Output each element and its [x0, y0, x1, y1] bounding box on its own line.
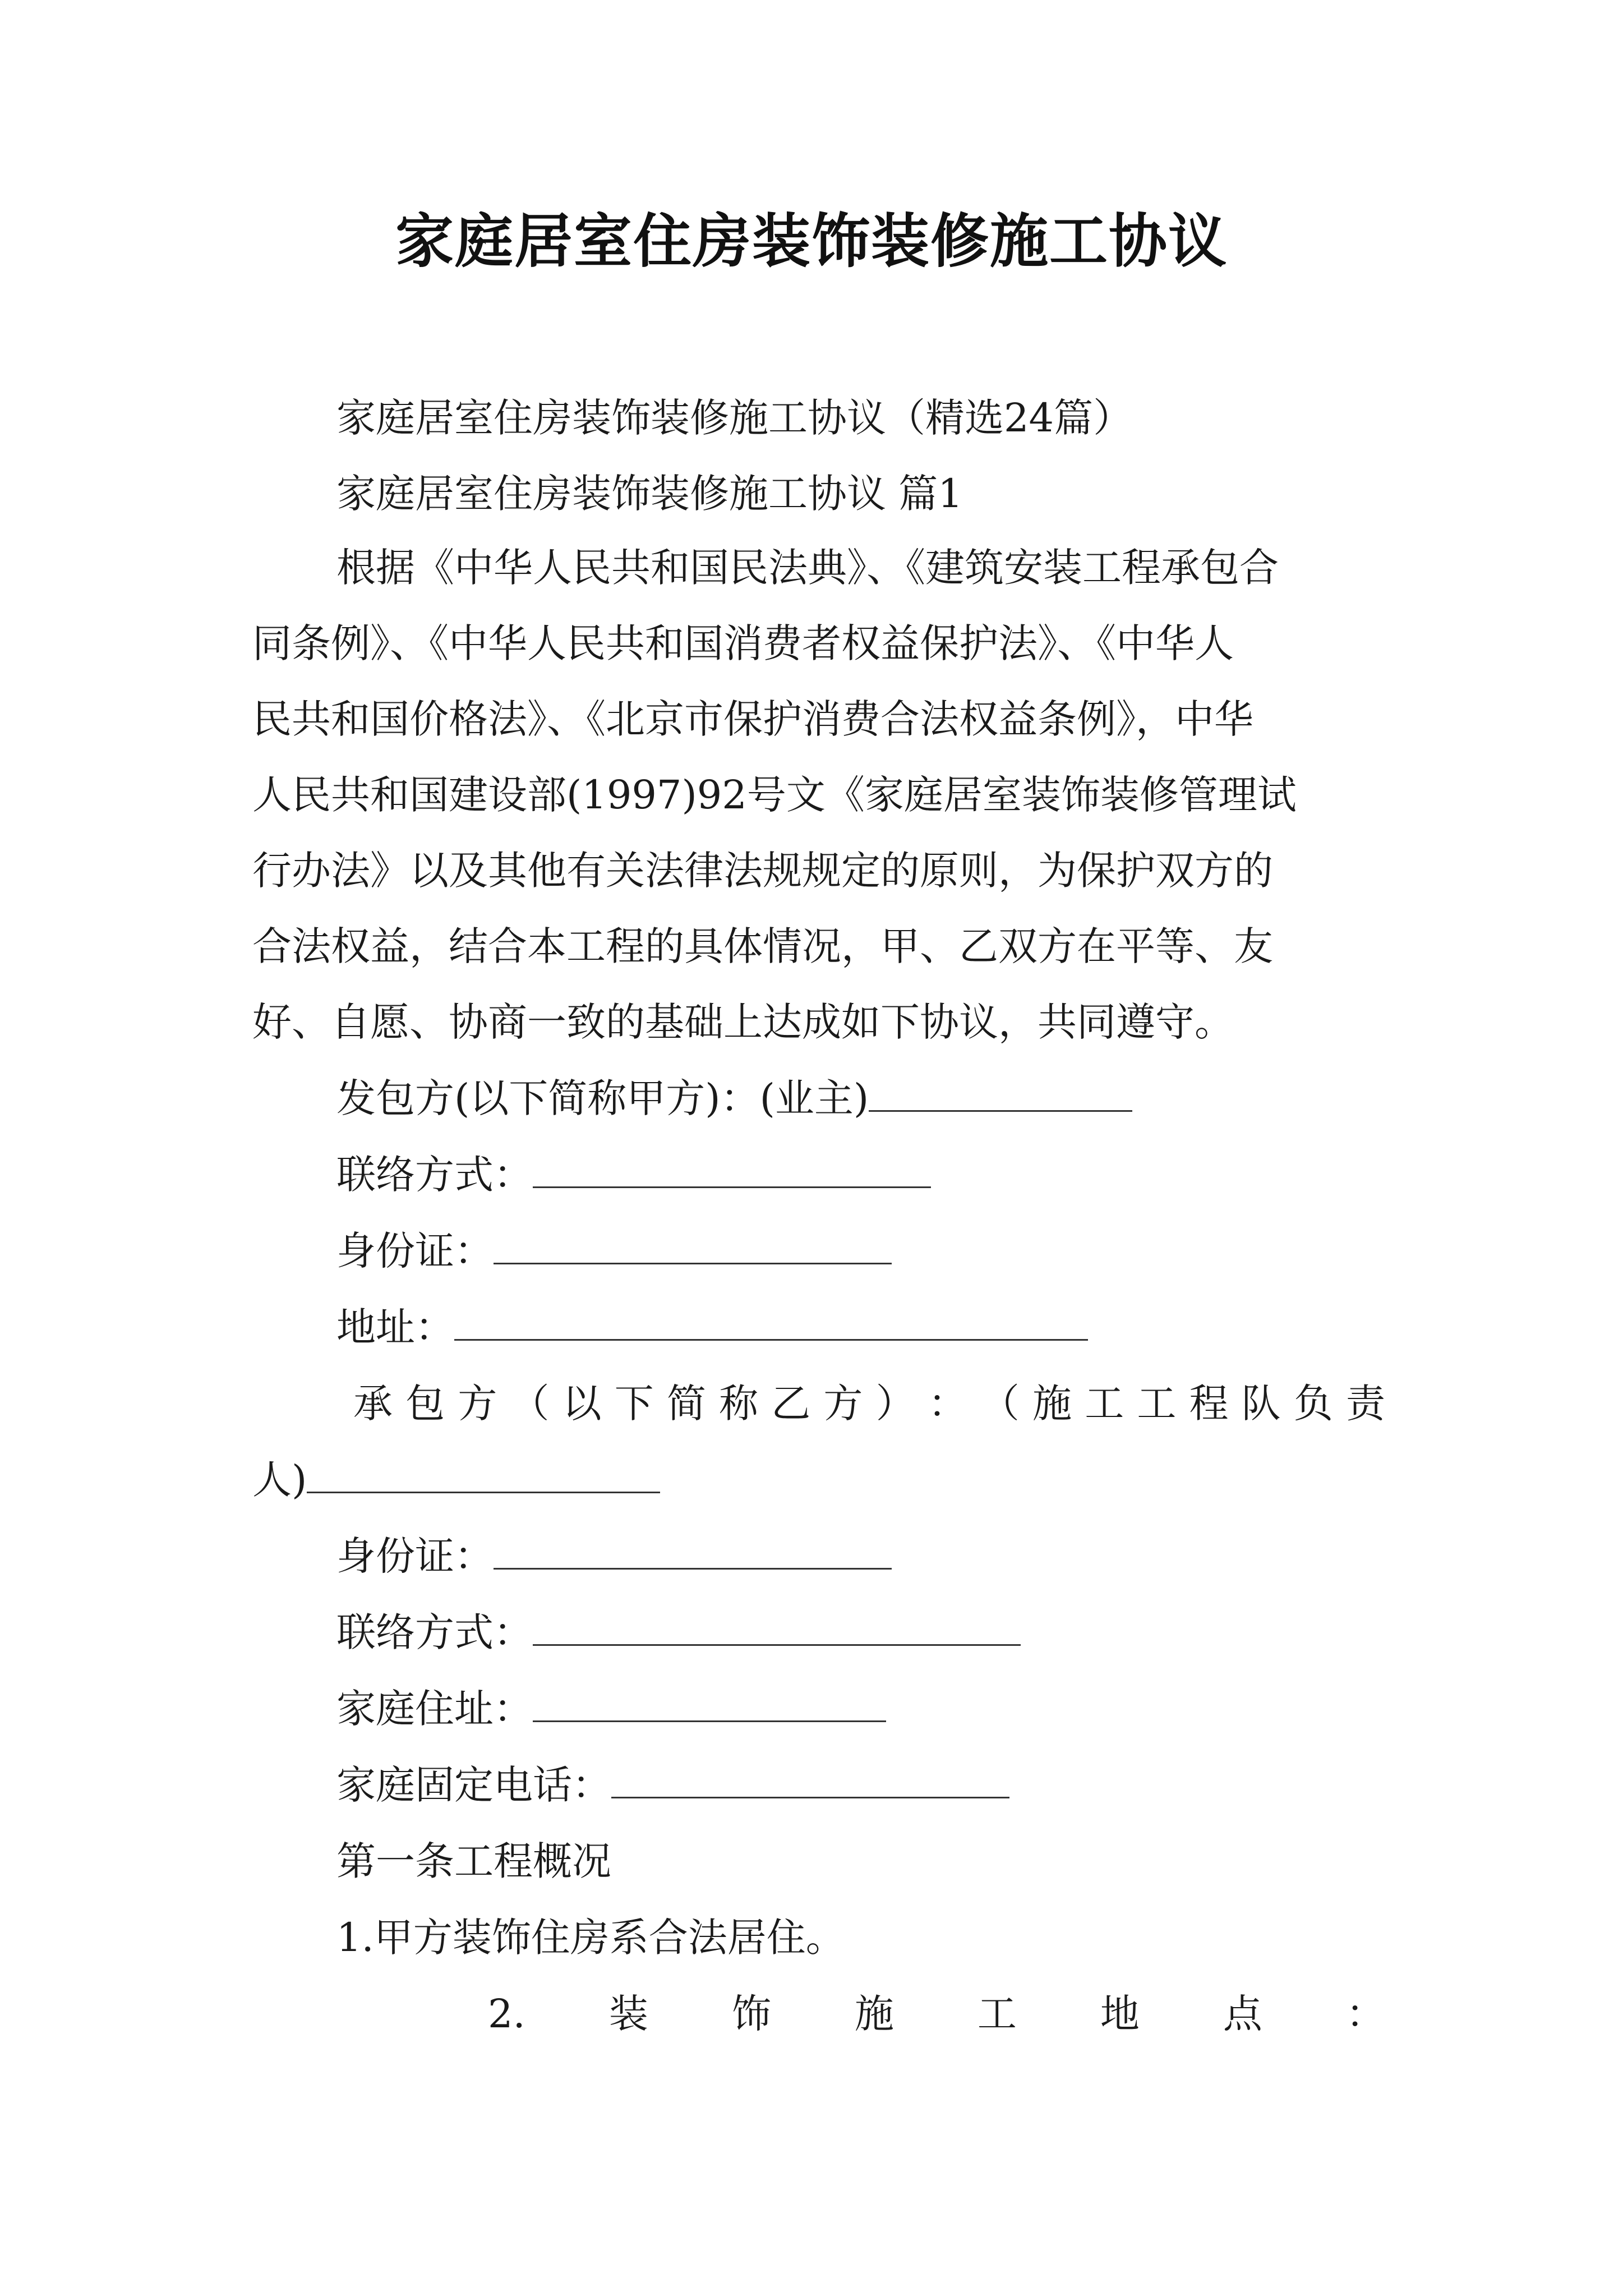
party-b-label-char: 程 — [1189, 1381, 1229, 1427]
party-b-contact-field[interactable] — [533, 1606, 1021, 1646]
party-a-name-field[interactable] — [869, 1072, 1132, 1112]
article-1-item-1: 1.甲方装饰住房系合法居住。 — [336, 1915, 845, 1961]
party-b-label-char: 包 — [405, 1381, 445, 1427]
party-b-id-row — [336, 1528, 1391, 1584]
article-1-item-2-char: ： — [1345, 1991, 1385, 2037]
party-b-label-char: 责 — [1345, 1381, 1385, 1427]
intro-line: 人民共和国建设部(1997)92号文《家庭居室装饰装修管理试 — [252, 772, 1297, 818]
party-a-row — [336, 1070, 1391, 1126]
party-b-home-phone-field[interactable] — [611, 1759, 1009, 1798]
party-a-contact-field[interactable] — [533, 1148, 931, 1188]
party-b-label-char: 方 — [823, 1381, 863, 1427]
intro-line: 好、自愿、协商一致的基础上达成如下协议，共同遵守。 — [252, 999, 1234, 1045]
article-1-item-2-char: 施 — [854, 1991, 894, 2037]
party-a-address-field[interactable] — [454, 1301, 1088, 1341]
party-b-label-char: 工 — [1085, 1381, 1124, 1427]
intro-line: 民共和国价格法》、《北京市保护消费合法权益条例》，中华 — [252, 696, 1253, 742]
party-b-label-char: （ — [510, 1381, 550, 1427]
party-b-home-phone-label: 家庭固定电话： — [336, 1762, 611, 1808]
party-a-id-label: 身份证： — [336, 1228, 494, 1274]
party-b-id-label: 身份证： — [336, 1533, 494, 1579]
party-a-address-row — [336, 1299, 1391, 1355]
article-1-item-2-char: 饰 — [731, 1991, 771, 2037]
party-b-home-address-field[interactable] — [533, 1682, 886, 1722]
article-1-item-2 — [488, 1986, 1385, 2042]
party-b-label-char: （ — [980, 1381, 1020, 1427]
party-b-label-char: 下 — [614, 1381, 654, 1427]
intro-line: 同条例》、《中华人民共和国消费者权益保护法》、《中华人 — [252, 620, 1234, 666]
party-b-contact-label: 联络方式： — [336, 1609, 533, 1655]
party-b-name-row — [252, 1452, 1391, 1508]
party-b-label-char: 以 — [562, 1381, 602, 1427]
party-b-contact-row — [336, 1604, 1391, 1660]
intro-line: 根据《中华人民共和国民法典》、《建筑安装工程承包合 — [336, 545, 1279, 591]
party-b-label-char: 负 — [1293, 1381, 1333, 1427]
party-a-contact-row — [336, 1147, 1391, 1203]
party-b-label-char: 方 — [458, 1381, 497, 1427]
party-a-id-field[interactable] — [494, 1225, 892, 1264]
party-b-label-char: ： — [928, 1381, 967, 1427]
party-b-home-phone-row — [336, 1757, 1391, 1813]
party-b-label-char: 承 — [353, 1381, 393, 1427]
party-b-label-char: 工 — [1137, 1381, 1177, 1427]
party-a-label: 发包方(以下简称甲方)：(业主) — [336, 1075, 869, 1121]
party-b-label-char: ） — [875, 1381, 915, 1427]
party-b-label-char: 乙 — [771, 1381, 811, 1427]
party-b-home-address-row — [336, 1681, 1391, 1737]
party-a-address-label: 地址： — [336, 1304, 454, 1350]
intro-line: 合法权益，结合本工程的具体情况，甲、乙双方在平等、友 — [252, 923, 1273, 969]
article-1-item-2-char: 2. — [488, 1991, 525, 2037]
article-1-heading: 第一条工程概况 — [336, 1838, 611, 1884]
article-1-item-2-char: 装 — [608, 1991, 648, 2037]
party-b-label-row — [353, 1375, 1385, 1432]
document-title: 家庭居室住房装饰装修施工协议 — [395, 206, 1228, 275]
document-subtitle: 家庭居室住房装饰装修施工协议（精选24篇） — [336, 395, 1133, 441]
party-a-contact-label: 联络方式： — [336, 1152, 533, 1198]
article-1-item-2-char: 工 — [977, 1991, 1017, 2037]
party-b-name-field[interactable] — [307, 1453, 660, 1493]
party-b-label-char: 称 — [719, 1381, 759, 1427]
party-b-id-field[interactable] — [494, 1530, 892, 1570]
section-heading: 家庭居室住房装饰装修施工协议 篇1 — [336, 471, 963, 517]
party-b-label-char: 简 — [666, 1381, 706, 1427]
party-b-label-char: 队 — [1241, 1381, 1281, 1427]
intro-line: 行办法》以及其他有关法律法规规定的原则，为保护双方的 — [252, 848, 1273, 894]
party-b-home-address-label: 家庭住址： — [336, 1686, 533, 1732]
party-b-label-char: 施 — [1032, 1381, 1072, 1427]
article-1-item-2-char: 地 — [1100, 1991, 1140, 2037]
party-b-label-tail: 人) — [252, 1457, 307, 1503]
party-a-id-row — [336, 1223, 1391, 1279]
article-1-item-2-char: 点 — [1223, 1991, 1262, 2037]
